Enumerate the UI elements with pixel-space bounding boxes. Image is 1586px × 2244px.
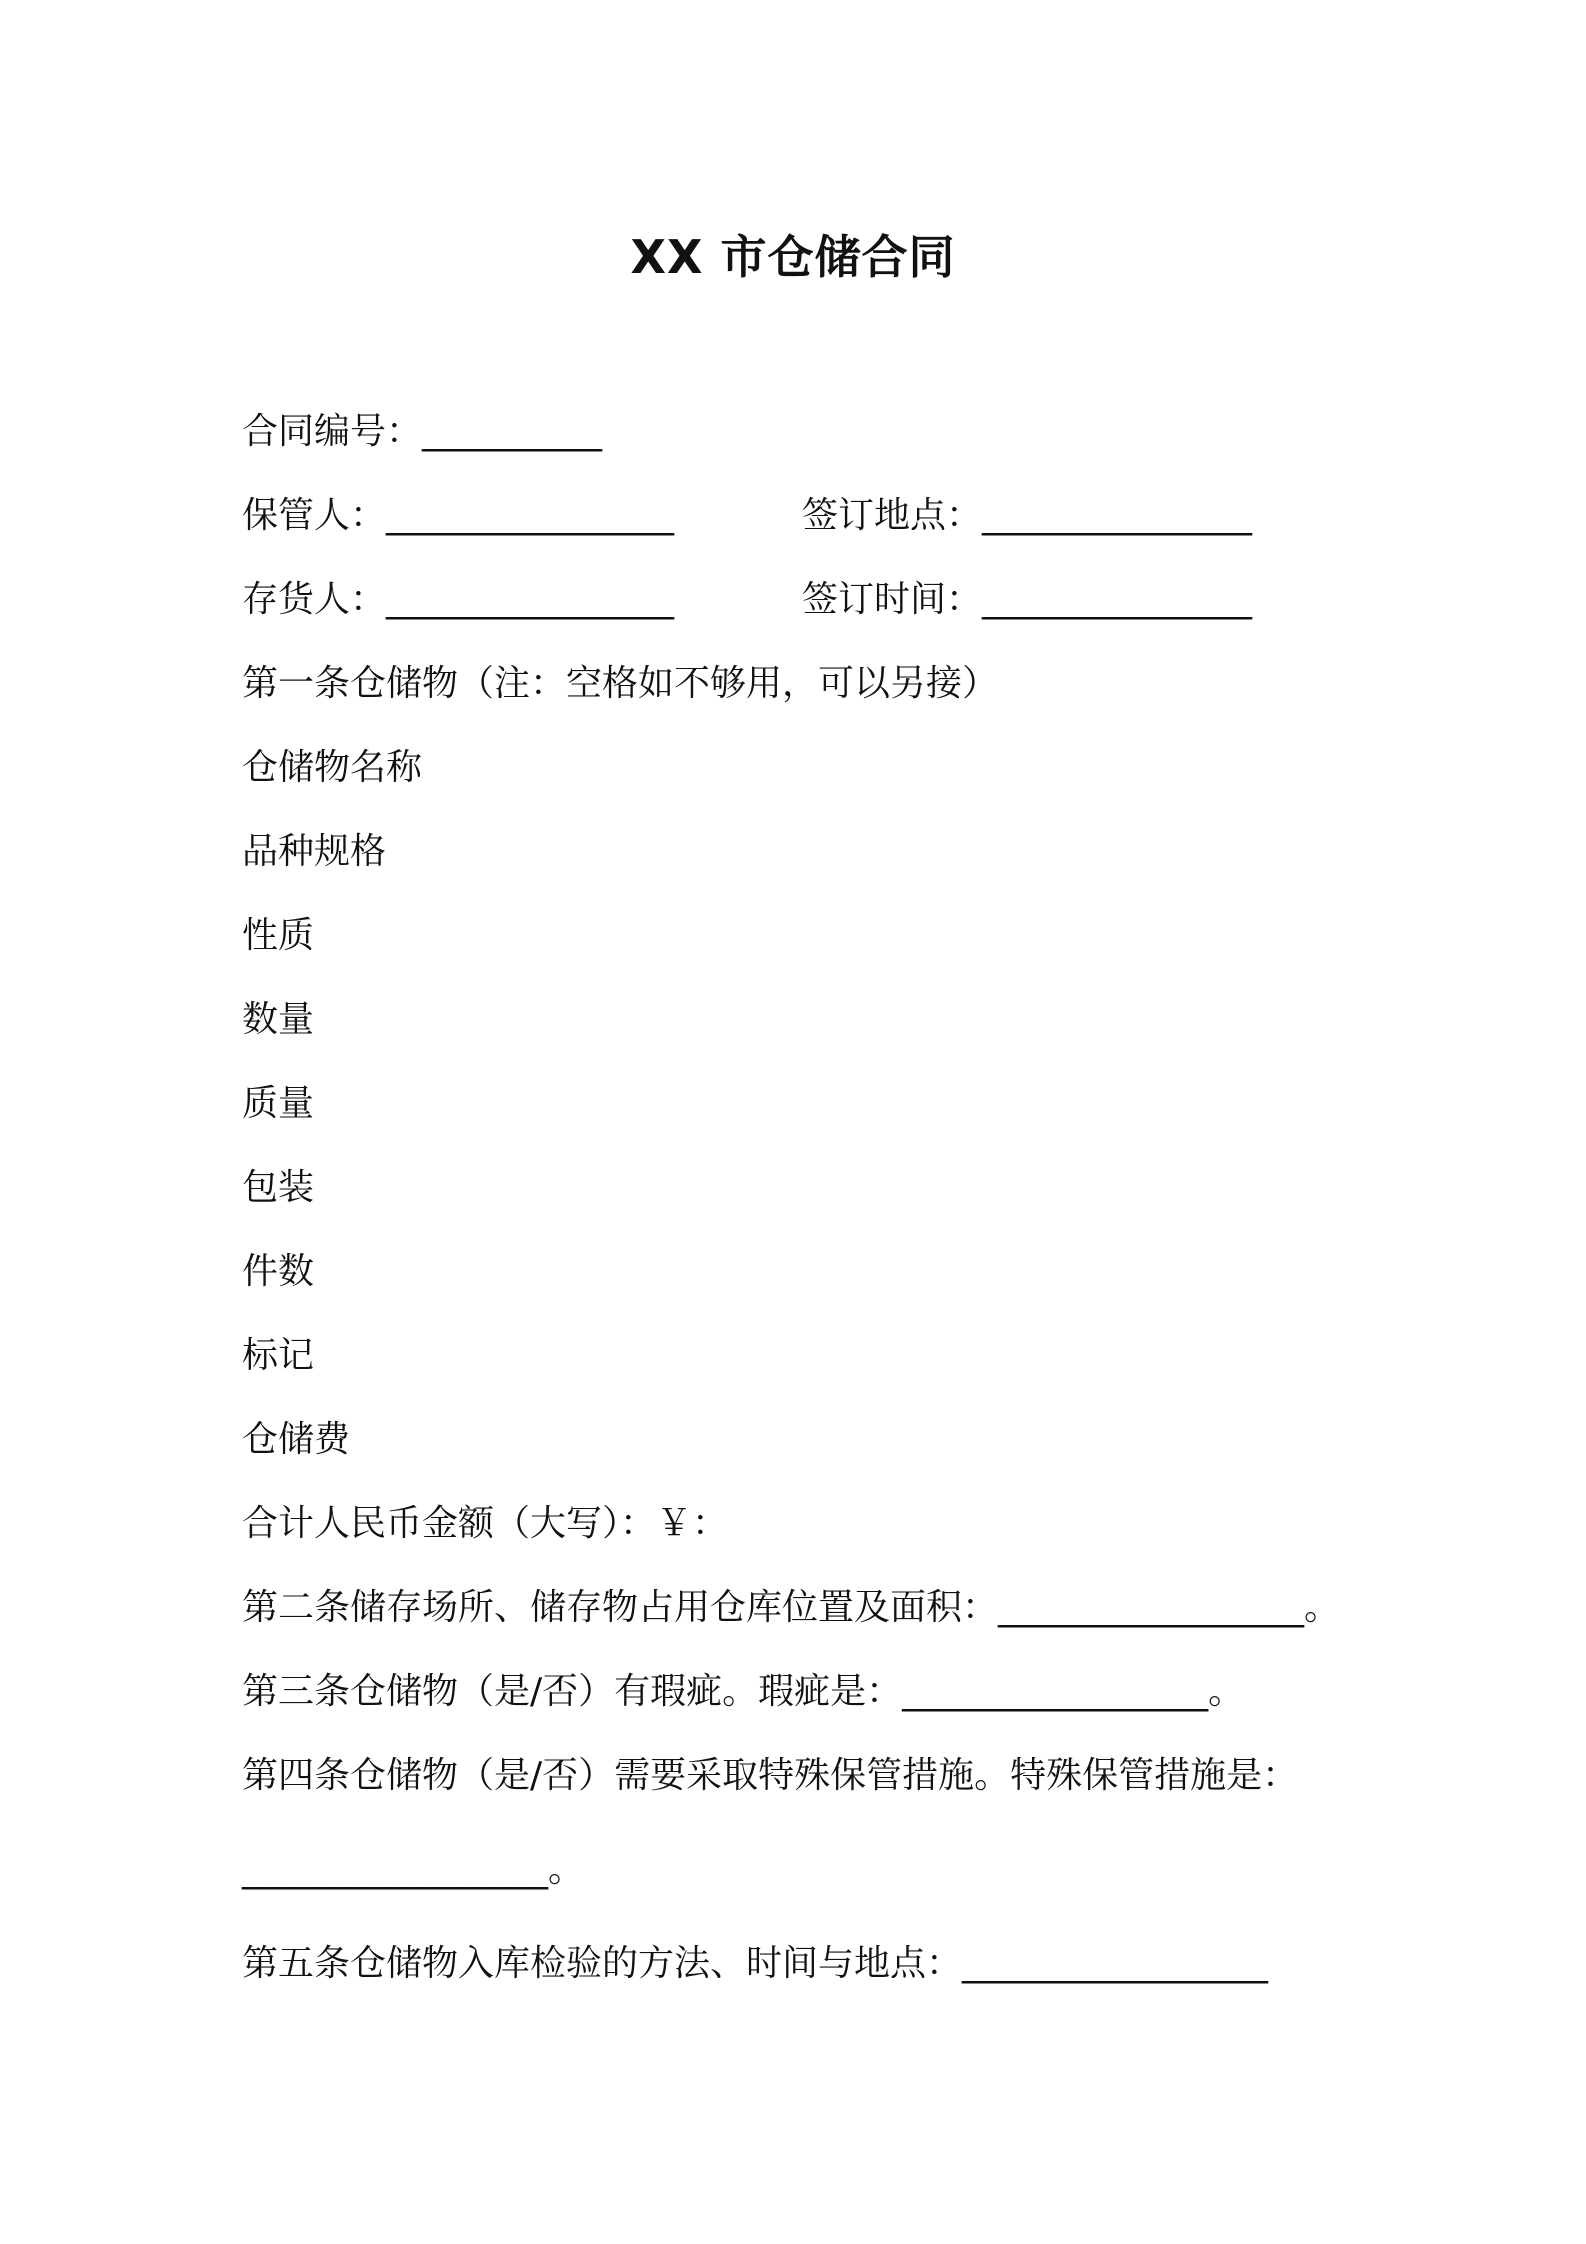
- sign-place-field: 签订地点：_______________: [802, 495, 1253, 536]
- article-3: 第三条仓储物（是/否）有瑕疵。瑕疵是：_________________。: [242, 1671, 1245, 1712]
- total-amount-field: 合计人民币金额（大写）：￥：: [242, 1503, 729, 1544]
- document-title: XX 市仓储合同: [630, 230, 956, 284]
- contract-number-field: 合同编号：__________: [242, 411, 603, 452]
- article-4-blank: _________________。: [242, 1849, 584, 1890]
- goods-field-marks: 标记: [242, 1335, 315, 1376]
- sign-time-field: 签订时间：_______________: [802, 579, 1253, 620]
- article-1-heading: 第一条仓储物（注：空格如不够用，可以另接）: [242, 663, 999, 704]
- goods-field-nature: 性质: [242, 915, 315, 956]
- goods-field-packaging: 包装: [242, 1167, 315, 1208]
- article-4: 第四条仓储物（是/否）需要采取特殊保管措施。特殊保管措施是：: [242, 1755, 1299, 1796]
- goods-field-spec: 品种规格: [242, 831, 387, 872]
- keeper-field: 保管人：________________: [242, 495, 675, 536]
- goods-field-name: 仓储物名称: [242, 747, 423, 788]
- goods-field-pieces: 件数: [242, 1251, 315, 1292]
- goods-field-storage-fee: 仓储费: [242, 1419, 351, 1460]
- article-2: 第二条储存场所、储存物占用仓库位置及面积：_________________。: [242, 1587, 1341, 1628]
- goods-field-quantity: 数量: [242, 999, 315, 1040]
- depositor-field: 存货人：________________: [242, 579, 675, 620]
- goods-field-quality: 质量: [242, 1083, 315, 1124]
- article-5: 第五条仓储物入库检验的方法、时间与地点：_________________: [242, 1943, 1269, 1984]
